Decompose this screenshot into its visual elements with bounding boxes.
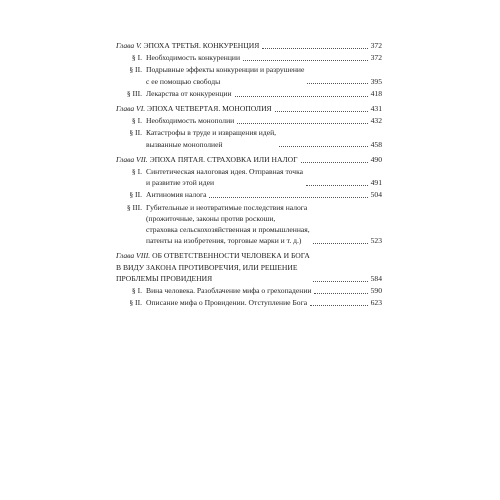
section-page-number: 432 — [370, 116, 382, 126]
dot-leader — [301, 162, 368, 163]
section-page-number: 458 — [370, 139, 382, 149]
section-entry — [146, 285, 382, 296]
section-mark: § I. — [131, 286, 142, 296]
section-entry — [146, 189, 382, 200]
section-title: Необходимость конкуренции — [146, 53, 241, 63]
section-title: Антиномия налога — [146, 190, 207, 200]
section-entry — [146, 166, 382, 188]
section-mark: § II. — [129, 65, 142, 75]
section-entry — [146, 202, 382, 247]
chapter-page-number: 431 — [370, 104, 382, 114]
chapter-heading-row[interactable] — [116, 154, 382, 165]
section-title: Катастрофы в труде и извращения идей, вызванные монополией — [146, 128, 277, 149]
section-mark: § II. — [129, 298, 142, 308]
chapter-heading-row[interactable] — [116, 40, 382, 51]
section-title: Лекарства от конкуренции — [146, 88, 232, 98]
chapter-entry — [116, 250, 382, 284]
chapter-label: Глава VII. — [116, 154, 148, 164]
toc-chapter — [116, 154, 382, 247]
section-mark: § II. — [129, 128, 142, 138]
section-page-number: 491 — [370, 178, 382, 188]
section-page-number: 395 — [370, 76, 382, 86]
chapter-heading-row[interactable] — [116, 103, 382, 114]
section-title: Подрывные эффекты конкуренции и разрушение с ее помощью свободы — [146, 65, 305, 86]
section-entry — [146, 115, 382, 126]
section-row[interactable] — [116, 202, 382, 247]
dot-leader — [313, 243, 368, 244]
dot-leader — [275, 111, 368, 112]
section-title: Необходимость монополии — [146, 116, 235, 126]
section-title: Синтетическая налоговая идея. Отправная точка и развитие этой идеи — [146, 167, 304, 188]
section-row[interactable] — [116, 52, 382, 63]
dot-leader — [209, 197, 367, 198]
section-entry — [146, 52, 382, 63]
section-mark: § III. — [126, 88, 142, 98]
section-page-number: 590 — [370, 286, 382, 296]
toc-chapter — [116, 40, 382, 99]
toc-chapter — [116, 103, 382, 150]
section-entry — [146, 88, 382, 99]
chapter-title-block — [116, 250, 310, 284]
chapter-entry — [116, 40, 382, 51]
section-row[interactable] — [116, 88, 382, 99]
chapter-label: Глава V. — [116, 41, 142, 50]
chapter-entry — [116, 103, 382, 114]
section-row[interactable] — [116, 285, 382, 296]
section-mark: § III. — [126, 202, 142, 212]
dot-leader — [313, 281, 368, 282]
table-of-contents — [116, 40, 382, 312]
section-mark: § II. — [129, 190, 142, 200]
chapter-entry — [116, 154, 382, 165]
section-row[interactable] — [116, 297, 382, 308]
section-row[interactable] — [116, 115, 382, 126]
dot-leader — [237, 123, 367, 124]
dot-leader — [310, 305, 368, 306]
section-row[interactable] — [116, 189, 382, 200]
chapter-title: ЭПОХА ТРЕТЬЯ. КОНКУРЕНЦИЯ — [143, 41, 260, 50]
section-page-number: 623 — [370, 298, 382, 308]
section-mark: § I. — [131, 167, 142, 177]
chapter-page-number: 490 — [370, 154, 382, 164]
section-row[interactable] — [116, 64, 382, 86]
chapter-label: Глава VIII. — [116, 251, 151, 261]
section-title: Губительные и неотвратимые последствия налога (прожиточные, законы против роскоши, страховка сельскохозяйственная и промышленная, патенты на изобретения, торговые марки и т. д.) — [146, 202, 310, 246]
chapter-page-number: 372 — [370, 41, 382, 50]
section-page-number: 523 — [370, 236, 382, 246]
section-entry — [146, 127, 382, 149]
chapter-title-block — [116, 103, 272, 114]
dot-leader — [314, 293, 367, 294]
chapter-label: Глава VI. — [116, 104, 146, 114]
dot-leader — [243, 60, 368, 61]
chapter-title-block — [116, 40, 259, 51]
section-row[interactable] — [116, 166, 382, 188]
section-title: Описание мифа о Провидении. Отступление Бога — [146, 298, 308, 308]
dot-leader — [279, 146, 368, 147]
section-page-number: 372 — [370, 53, 382, 63]
dot-leader — [306, 185, 368, 186]
chapter-title: ЭПОХА ЧЕТВЕРТАЯ. МОНОПОЛИЯ — [147, 104, 272, 114]
chapter-title-block — [116, 154, 298, 165]
dot-leader — [235, 96, 368, 97]
chapter-title: ЭПОХА ПЯТАЯ. СТРАХОВКА ИЛИ НАЛОГ — [149, 154, 298, 164]
section-entry — [146, 297, 382, 308]
section-page-number: 418 — [370, 88, 382, 98]
section-page-number: 504 — [370, 190, 382, 200]
section-title: Вина человека. Разоблачение мифа о грехопадении — [146, 286, 312, 296]
section-mark: § I. — [131, 116, 142, 126]
section-entry — [146, 64, 382, 86]
section-row[interactable] — [116, 127, 382, 149]
dot-leader — [307, 83, 367, 84]
chapter-title: ОБ ОТВЕТСТВЕННОСТИ ЧЕЛОВЕКА И БОГА В ВИДУ ЗАКОНА ПРОТИВОРЕЧИЯ, ИЛИ РЕШЕНИЕ ПРОБЛЕМЫ ПРОВИДЕНИЯ — [116, 251, 310, 283]
chapter-heading-row[interactable] — [116, 250, 382, 284]
toc-chapter — [116, 250, 382, 308]
chapter-page-number: 584 — [370, 273, 382, 283]
section-mark: § I. — [131, 53, 142, 63]
dot-leader — [262, 48, 367, 49]
